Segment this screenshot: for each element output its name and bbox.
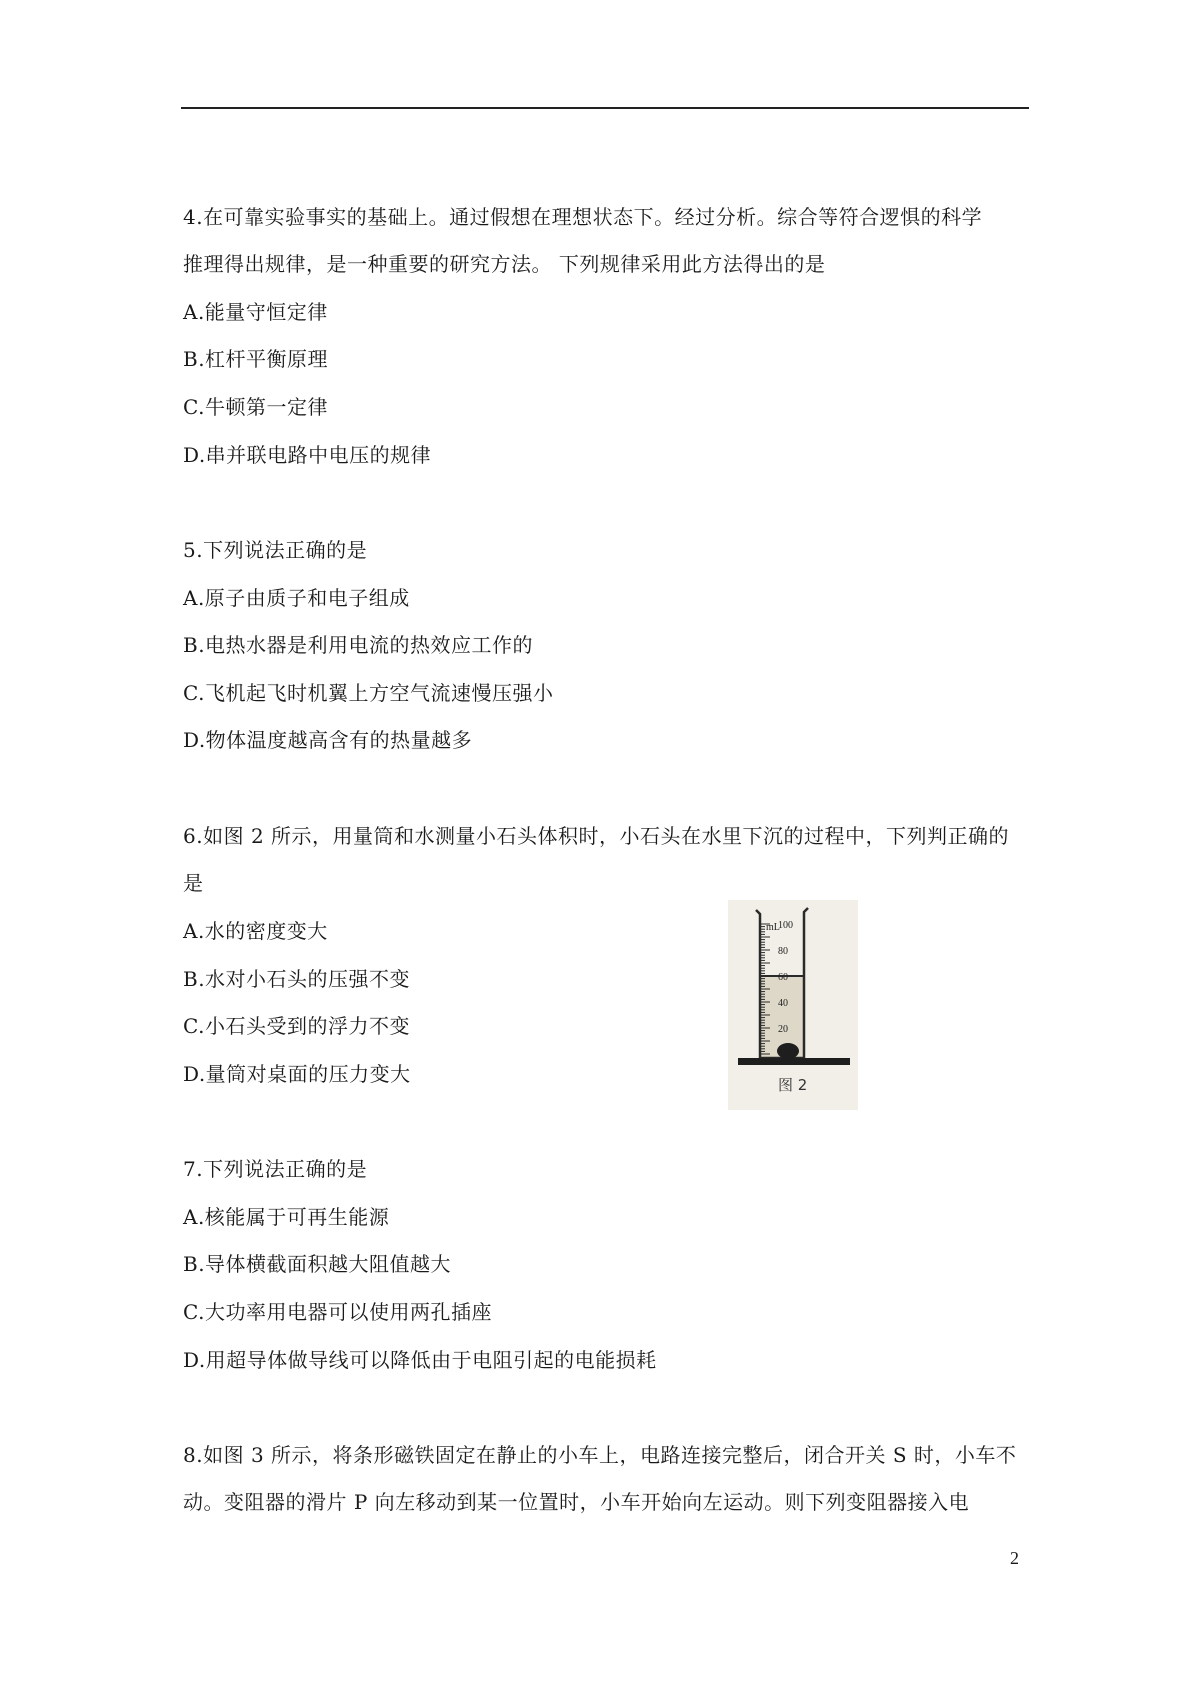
q6-option-c: C.小石头受到的浮力不变 (183, 1014, 410, 1038)
scale-label: 100 (778, 920, 793, 931)
unit-label: mL (766, 922, 780, 933)
q4-option-b: B.杠杆平衡原理 (183, 347, 329, 371)
page-number: 2 (1010, 1548, 1019, 1568)
figure-caption: 图 2 (778, 1076, 808, 1094)
scale-label: 60 (778, 972, 788, 983)
q5-option-b: B.电热水器是利用电流的热效应工作的 (183, 633, 534, 657)
header-rule (181, 107, 1029, 109)
q5-option-c: C.飞机起飞时机翼上方空气流速慢压强小 (183, 681, 554, 705)
q7-option-a: A.核能属于可再生能源 (183, 1205, 390, 1229)
q7-option-b: B.导体横截面积越大阻值越大 (183, 1252, 452, 1276)
q4-option-a: A.能量守恒定律 (183, 300, 328, 324)
q4-stem-line-1: 4.在可靠实验事实的基础上。通过假想在理想状态下。经过分析。综合等符合逻惧的科学 (183, 205, 983, 229)
q6-stem-line-1: 6.如图 2 所示，用量筒和水测量小石头体积时，小石头在水里下沉的过程中，下列判正确的 (183, 824, 1010, 848)
q5-stem-line-1: 5.下列说法正确的是 (183, 538, 368, 562)
q7-option-c: C.大功率用电器可以使用两孔插座 (183, 1300, 492, 1324)
q4-option-c: C.牛顿第一定律 (183, 395, 328, 419)
graduated-cylinder-drawing (728, 900, 858, 1110)
cylinder-base (738, 1058, 850, 1065)
q6-option-b: B.水对小石头的压强不变 (183, 967, 411, 991)
q7-option-d: D.用超导体做导线可以降低由于电阻引起的电能损耗 (183, 1348, 657, 1372)
scale-label: 20 (778, 1024, 788, 1035)
q7-stem-line-1: 7.下列说法正确的是 (183, 1157, 368, 1181)
q4-option-d: D.串并联电路中电压的规律 (183, 443, 432, 467)
q8-stem-line-2: 动。变阻器的滑片 P 向左移动到某一位置时，小车开始向左运动。则下列变阻器接入电 (183, 1490, 970, 1514)
figure-2-graduated-cylinder (728, 900, 858, 1110)
q4-stem-line-2: 推理得出规律，是一种重要的研究方法。 下列规律采用此方法得出的是 (183, 252, 826, 276)
stone-icon (777, 1043, 799, 1059)
q5-option-d: D.物体温度越高含有的热量越多 (183, 728, 473, 752)
q6-option-a: A.水的密度变大 (183, 919, 328, 943)
q5-option-a: A.原子由质子和电子组成 (183, 586, 410, 610)
q6-stem-line-2: 是 (183, 871, 204, 895)
scale-label: 80 (778, 946, 788, 957)
q6-option-d: D.量筒对桌面的压力变大 (183, 1062, 411, 1086)
q8-stem-line-1: 8.如图 3 所示，将条形磁铁固定在静止的小车上，电路连接完整后，闭合开关 S 时，小车不 (183, 1443, 1017, 1467)
scale-label: 40 (778, 998, 788, 1009)
